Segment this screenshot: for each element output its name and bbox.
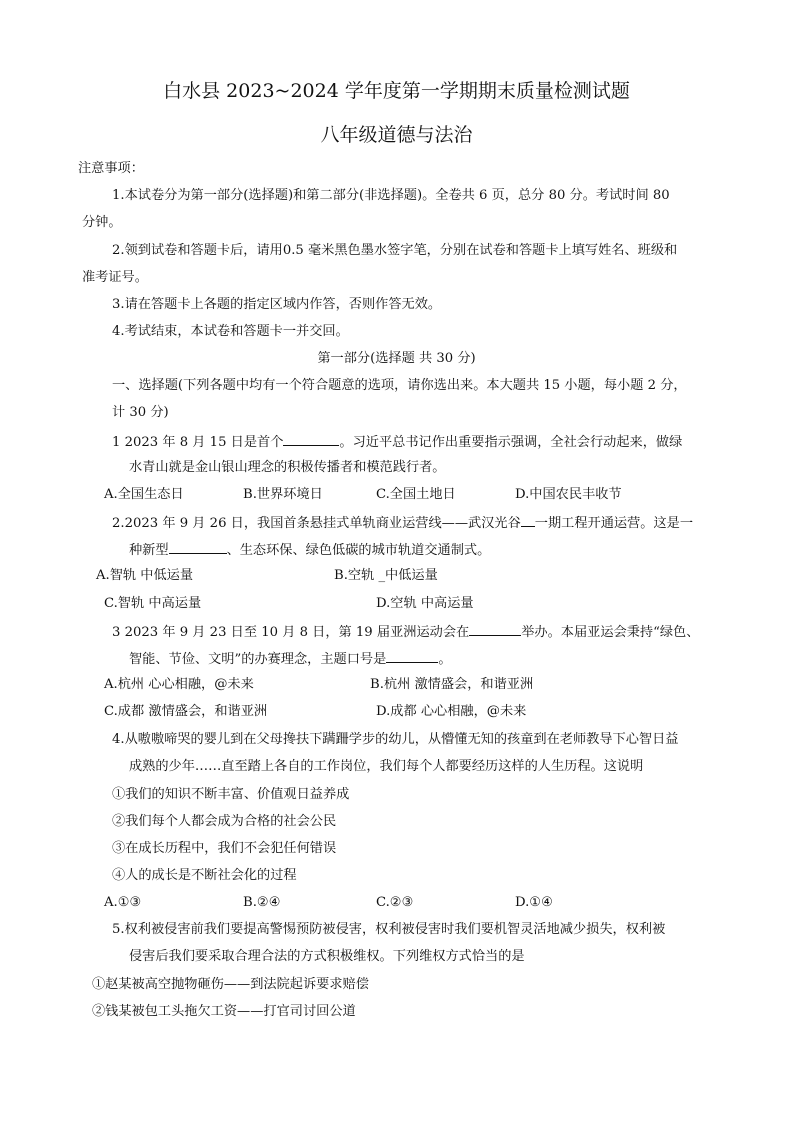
q2-text-c: 种新型	[129, 543, 169, 558]
note-line: 1.本试卷分为第一部分(选择题)和第二部分(非选择题)。全卷共 6 页，总分 80 分。考试时间 80	[112, 188, 670, 203]
q4-option-a: A.①③	[104, 895, 142, 910]
q2-option-d: D.空轨 中高运量	[376, 596, 474, 611]
answer-blank	[169, 540, 227, 554]
q4-option-d: D.①④	[515, 895, 553, 910]
q1-option-d: D.中国农民丰收节	[515, 487, 622, 502]
note-line: 分钟。	[82, 215, 122, 230]
q2-text-a: 2.2023 年 9 月 26 日，我国首条悬挂式单轨商业运营线——武汉光谷	[112, 516, 521, 531]
q4-option-c: C.②③	[376, 895, 414, 910]
q2-option-b: B.空轨 _中低运量	[334, 568, 438, 583]
part1-heading: 第一部分(选择题 共 30 分)	[317, 351, 476, 366]
question-1-stem	[112, 432, 682, 452]
exam-subject: 八年级道德与法治	[320, 124, 473, 146]
q2-option-c: C.智轨 中高运量	[104, 596, 202, 611]
notes-heading: 注意事项：	[78, 161, 144, 176]
q3-text-d: 。	[438, 652, 452, 667]
note-line: 准考证号。	[82, 270, 148, 285]
answer-blank	[469, 622, 521, 636]
question-3-stem-line2	[129, 649, 452, 669]
section-instruction: 计 30 分)	[112, 405, 169, 420]
q1-option-a: A.全国生态日	[104, 487, 184, 502]
q3-text-c: 智能、节俭、文明”的办赛理念，主题口号是	[129, 652, 387, 667]
question-4-stem: 4.从嗷嗷啼哭的婴儿到在父母搀扶下蹒跚学步的幼儿，从懵懂无知的孩童到在老师教导下心智日益	[112, 732, 679, 747]
q3-option-b: B.杭州 激情盛会，和谐亚洲	[370, 677, 534, 692]
answer-blank	[283, 432, 339, 446]
q4-statement: ①我们的知识不断丰富、价值观日益养成	[112, 787, 350, 802]
q4-statement: ③在成长历程中，我们不会犯任何错误	[112, 841, 337, 856]
q5-statement: ②钱某被包工头拖欠工资——打官司讨回公道	[92, 1004, 356, 1019]
question-5-stem: 5.权利被侵害前我们要提高警惕预防被侵害，权利被侵害时我们要机智灵活地减少损失，权利被	[112, 922, 666, 937]
question-4-stem-line2: 成熟的少年……直至踏上各自的工作岗位，我们每个人都要经历这样的人生历程。这说明	[129, 759, 644, 774]
q1-option-b: B.世界环境日	[243, 487, 323, 502]
exam-title: 白水县 2023~2024 学年度第一学期期末质量检测试题	[163, 80, 630, 102]
q4-statement: ④人的成长是不断社会化的过程	[112, 868, 297, 883]
note-line: 4.考试结束，本试卷和答题卡一并交回。	[112, 324, 349, 339]
question-2-stem-line2	[129, 540, 490, 560]
q4-option-b: B.②④	[243, 895, 281, 910]
answer-blank	[386, 649, 438, 663]
q3-text-b: 举办。本届亚运会秉持“绿色、	[521, 625, 700, 640]
question-1-stem-line2: 水青山就是金山银山理念的积极传播者和模范践行者。	[129, 460, 446, 475]
answer-blank	[521, 513, 535, 527]
q5-statement: ①赵某被高空抛物砸伤——到法院起诉要求赔偿	[92, 977, 369, 992]
note-line: 3.请在答题卡上各题的指定区域内作答，否则作答无效。	[112, 297, 442, 312]
question-2-stem	[112, 513, 693, 533]
q3-option-d: D.成都 心心相融，@未来	[376, 704, 527, 719]
q1-text-a: 1 2023 年 8 月 15 日是首个	[112, 435, 284, 450]
q4-statement: ②我们每个人都会成为合格的社会公民	[112, 814, 337, 829]
q2-text-b: 一期工程开通运营。这是一	[534, 516, 694, 531]
q3-option-c: C.成都 激情盛会，和谐亚洲	[104, 704, 268, 719]
section-instruction: 一、选择题(下列各题中均有一个符合题意的选项，请你选出来。本大题共 15 小题，每小题 2 分，	[112, 378, 687, 393]
q3-text-a: 3 2023 年 9 月 23 日至 10 月 8 日，第 19 届亚洲运动会在	[112, 625, 470, 640]
question-5-stem-line2: 侵害后我们要采取合理合法的方式积极维权。下列维权方式恰当的是	[129, 949, 525, 964]
q1-text-b: 。习近平总书记作出重要指示强调，全社会行动起来，做绿	[339, 435, 683, 450]
note-line: 2.领到试卷和答题卡后，请用0.5 毫米黑色墨水签字笔，分别在试卷和答题卡上填写姓名、班级和	[112, 243, 678, 258]
q2-option-a: A.智轨 中低运量	[96, 568, 194, 583]
question-3-stem	[112, 622, 699, 642]
q1-option-c: C.全国土地日	[376, 487, 456, 502]
q2-text-d: 、生态环保、绿色低碳的城市轨道交通制式。	[226, 543, 491, 558]
q3-option-a: A.杭州 心心相融，@未来	[104, 677, 254, 692]
